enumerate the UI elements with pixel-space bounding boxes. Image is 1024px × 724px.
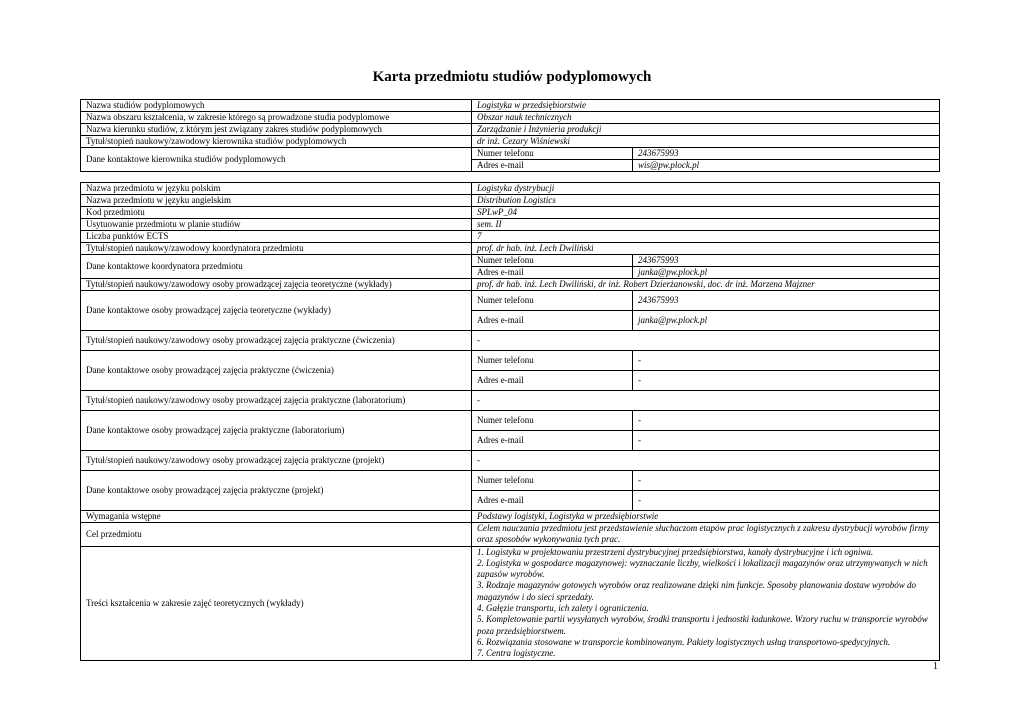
row-label: Cel przedmiotu (81, 523, 472, 547)
table-row (81, 207, 940, 219)
table-row (81, 451, 940, 471)
table-row (81, 112, 940, 124)
table-row (81, 391, 940, 411)
row-label: Wymagania wstępne (81, 511, 472, 523)
row-label: Dane kontaktowe osoby prowadzącej zajęcia teoretyczne (wykłady) (81, 291, 472, 331)
table-row (81, 546, 940, 660)
phone-value: 243675993 (633, 148, 940, 160)
table-row (81, 279, 940, 291)
email-value: janka@pw.plock.pl (633, 267, 940, 279)
row-value: Zarządzanie i Inżynieria produkcji (472, 124, 940, 136)
row-label: Tytuł/stopień naukowy/zawodowy kierownika studiów podyplomowych (81, 136, 472, 148)
email-label: Adres e-mail (472, 160, 633, 172)
row-label: Tytuł/stopień naukowy/zawodowy osoby prowadzącej zajęcia teoretyczne (wykłady) (81, 279, 472, 291)
row-value: - (472, 331, 940, 351)
phone-value: - (633, 471, 940, 491)
row-value: - (472, 391, 940, 411)
phone-label: Numer telefonu (472, 351, 633, 371)
table-row (81, 255, 940, 267)
row-label: Dane kontaktowe kierownika studiów podyplomowych (81, 148, 472, 172)
table-row (81, 136, 940, 148)
course-info-table (80, 182, 940, 661)
row-value: Distribution Logistics (472, 195, 940, 207)
page-title: Karta przedmiotu studiów podyplomowych (372, 69, 652, 85)
email-label: Adres e-mail (472, 491, 633, 511)
row-label: Nazwa przedmiotu w języku angielskim (81, 195, 472, 207)
row-label: Liczba punktów ECTS (81, 231, 472, 243)
row-label: Nazwa kierunku studiów, z którym jest związany zakres studiów podyplomowych (81, 124, 472, 136)
table-row (81, 351, 940, 371)
row-value: Podstawy logistyki, Logistyka w przedsiębiorstwie (472, 511, 940, 523)
row-value: sem. II (472, 219, 940, 231)
phone-label: Numer telefonu (472, 148, 633, 160)
row-label: Tytuł/stopień naukowy/zawodowy osoby prowadzącej zajęcia praktyczne (laboratorium) (81, 391, 472, 411)
row-label: Nazwa przedmiotu w języku polskim (81, 183, 472, 195)
email-value: - (633, 371, 940, 391)
row-label: Nazwa studiów podyplomowych (81, 100, 472, 112)
phone-label: Numer telefonu (472, 411, 633, 431)
phone-value: 243675993 (633, 255, 940, 267)
table-row (81, 124, 940, 136)
table-row (81, 195, 940, 207)
email-label: Adres e-mail (472, 431, 633, 451)
email-value: - (633, 491, 940, 511)
email-value: wis@pw.plock.pl (633, 160, 940, 172)
row-label: Kod przedmiotu (81, 207, 472, 219)
table-row (81, 243, 940, 255)
email-label: Adres e-mail (472, 311, 633, 331)
row-label: Usytuowanie przedmiotu w planie studiów (81, 219, 472, 231)
row-value: 7 (472, 231, 940, 243)
table-row (81, 183, 940, 195)
phone-value: - (633, 351, 940, 371)
row-label: Dane kontaktowe koordynatora przedmiotu (81, 255, 472, 279)
row-label: Treści kształcenia w zakresie zajęć teoretycznych (wykłady) (81, 546, 472, 660)
list-item: 4. Gałęzie transportu, ich zalety i ograniczenia. (477, 603, 649, 614)
table-row (81, 471, 940, 491)
table-row (81, 411, 940, 431)
table-row (81, 231, 940, 243)
email-label: Adres e-mail (472, 267, 633, 279)
phone-label: Numer telefonu (472, 291, 633, 311)
program-info-table (80, 99, 940, 172)
phone-value: - (633, 411, 940, 431)
row-label: Tytuł/stopień naukowy/zawodowy koordynatora przedmiotu (81, 243, 472, 255)
phone-label: Numer telefonu (472, 255, 633, 267)
list-item: 3. Rodzaje magazynów gotowych wyrobów oraz realizowane dzięki nim funkcje. Sposoby planowania dostaw wyrobów do magazynów i do sieci sprzedaży. (477, 580, 916, 602)
phone-label: Numer telefonu (472, 471, 633, 491)
table-row (81, 148, 940, 160)
list-item: 2. Logistyka w gospodarce magazynowej: wyznaczanie liczby, wielkości i lokalizacji magazynów oraz utrzymywanych w nich zapasów wyrobów. (477, 557, 928, 580)
row-value: dr inż. Cezary Wiśniewski (472, 136, 940, 148)
list-item: 1. Logistyka w projektowaniu przestrzeni dystrybucyjnej przedsiębiorstwa, kanały dystrybucyjne i ich ogniwa. (477, 546, 874, 557)
list-item: 7. Centra logistyczne. (477, 648, 556, 659)
email-value: - (633, 431, 940, 451)
row-value: Logistyka dystrybucji (472, 183, 940, 195)
row-label: Tytuł/stopień naukowy/zawodowy osoby prowadzącej zajęcia praktyczne (ćwiczenia) (81, 331, 472, 351)
table-row (81, 523, 940, 547)
list-item: 5. Kompletowanie partii wysyłanych wyrobów, środki transportu i jednostki ładunkowe. Wzory ruchu w transporcie wyrobów poza przedsiębiorstwem. (477, 614, 928, 636)
table-row (81, 511, 940, 523)
row-value: Celem nauczania przedmiotu jest przedstawienie słuchaczom etapów prac logistycznych z zakresu dystrybucji wyrobów firmy oraz sposobów wykonywania tych prac. (472, 523, 940, 547)
phone-value: 243675993 (633, 291, 940, 311)
email-label: Adres e-mail (472, 371, 633, 391)
list-item: 6. Rozwiązania stosowane w transporcie kombinowanym. Pakiety logistycznych usług transportowo-spedycyjnych. (477, 636, 891, 647)
email-value: janka@pw.plock.pl (633, 311, 940, 331)
content-list (472, 546, 940, 660)
row-value: - (472, 451, 940, 471)
table-row (81, 291, 940, 311)
row-value: prof. dr hab. inż. Lech Dwiliński, dr inż. Robert Dzierżanowski, doc. dr inż. Marzena Majzner (472, 279, 940, 291)
row-label: Dane kontaktowe osoby prowadzącej zajęcia praktyczne (ćwiczenia) (81, 351, 472, 391)
row-value: SPLwP_04 (472, 207, 940, 219)
row-label: Dane kontaktowe osoby prowadzącej zajęcia praktyczne (laboratorium) (81, 411, 472, 451)
table-row (81, 331, 940, 351)
row-value: Obszar nauk technicznych (472, 112, 940, 124)
row-value: prof. dr hab. inż. Lech Dwiliński (472, 243, 940, 255)
row-value: Logistyka w przedsiębiorstwie (472, 100, 940, 112)
table-row (81, 219, 940, 231)
page-number: 1 (933, 661, 938, 672)
row-label: Dane kontaktowe osoby prowadzącej zajęcia praktyczne (projekt) (81, 471, 472, 511)
table-row (81, 100, 940, 112)
row-label: Nazwa obszaru kształcenia, w zakresie którego są prowadzone studia podyplomowe (81, 112, 472, 124)
row-label: Tytuł/stopień naukowy/zawodowy osoby prowadzącej zajęcia praktyczne (projekt) (81, 451, 472, 471)
